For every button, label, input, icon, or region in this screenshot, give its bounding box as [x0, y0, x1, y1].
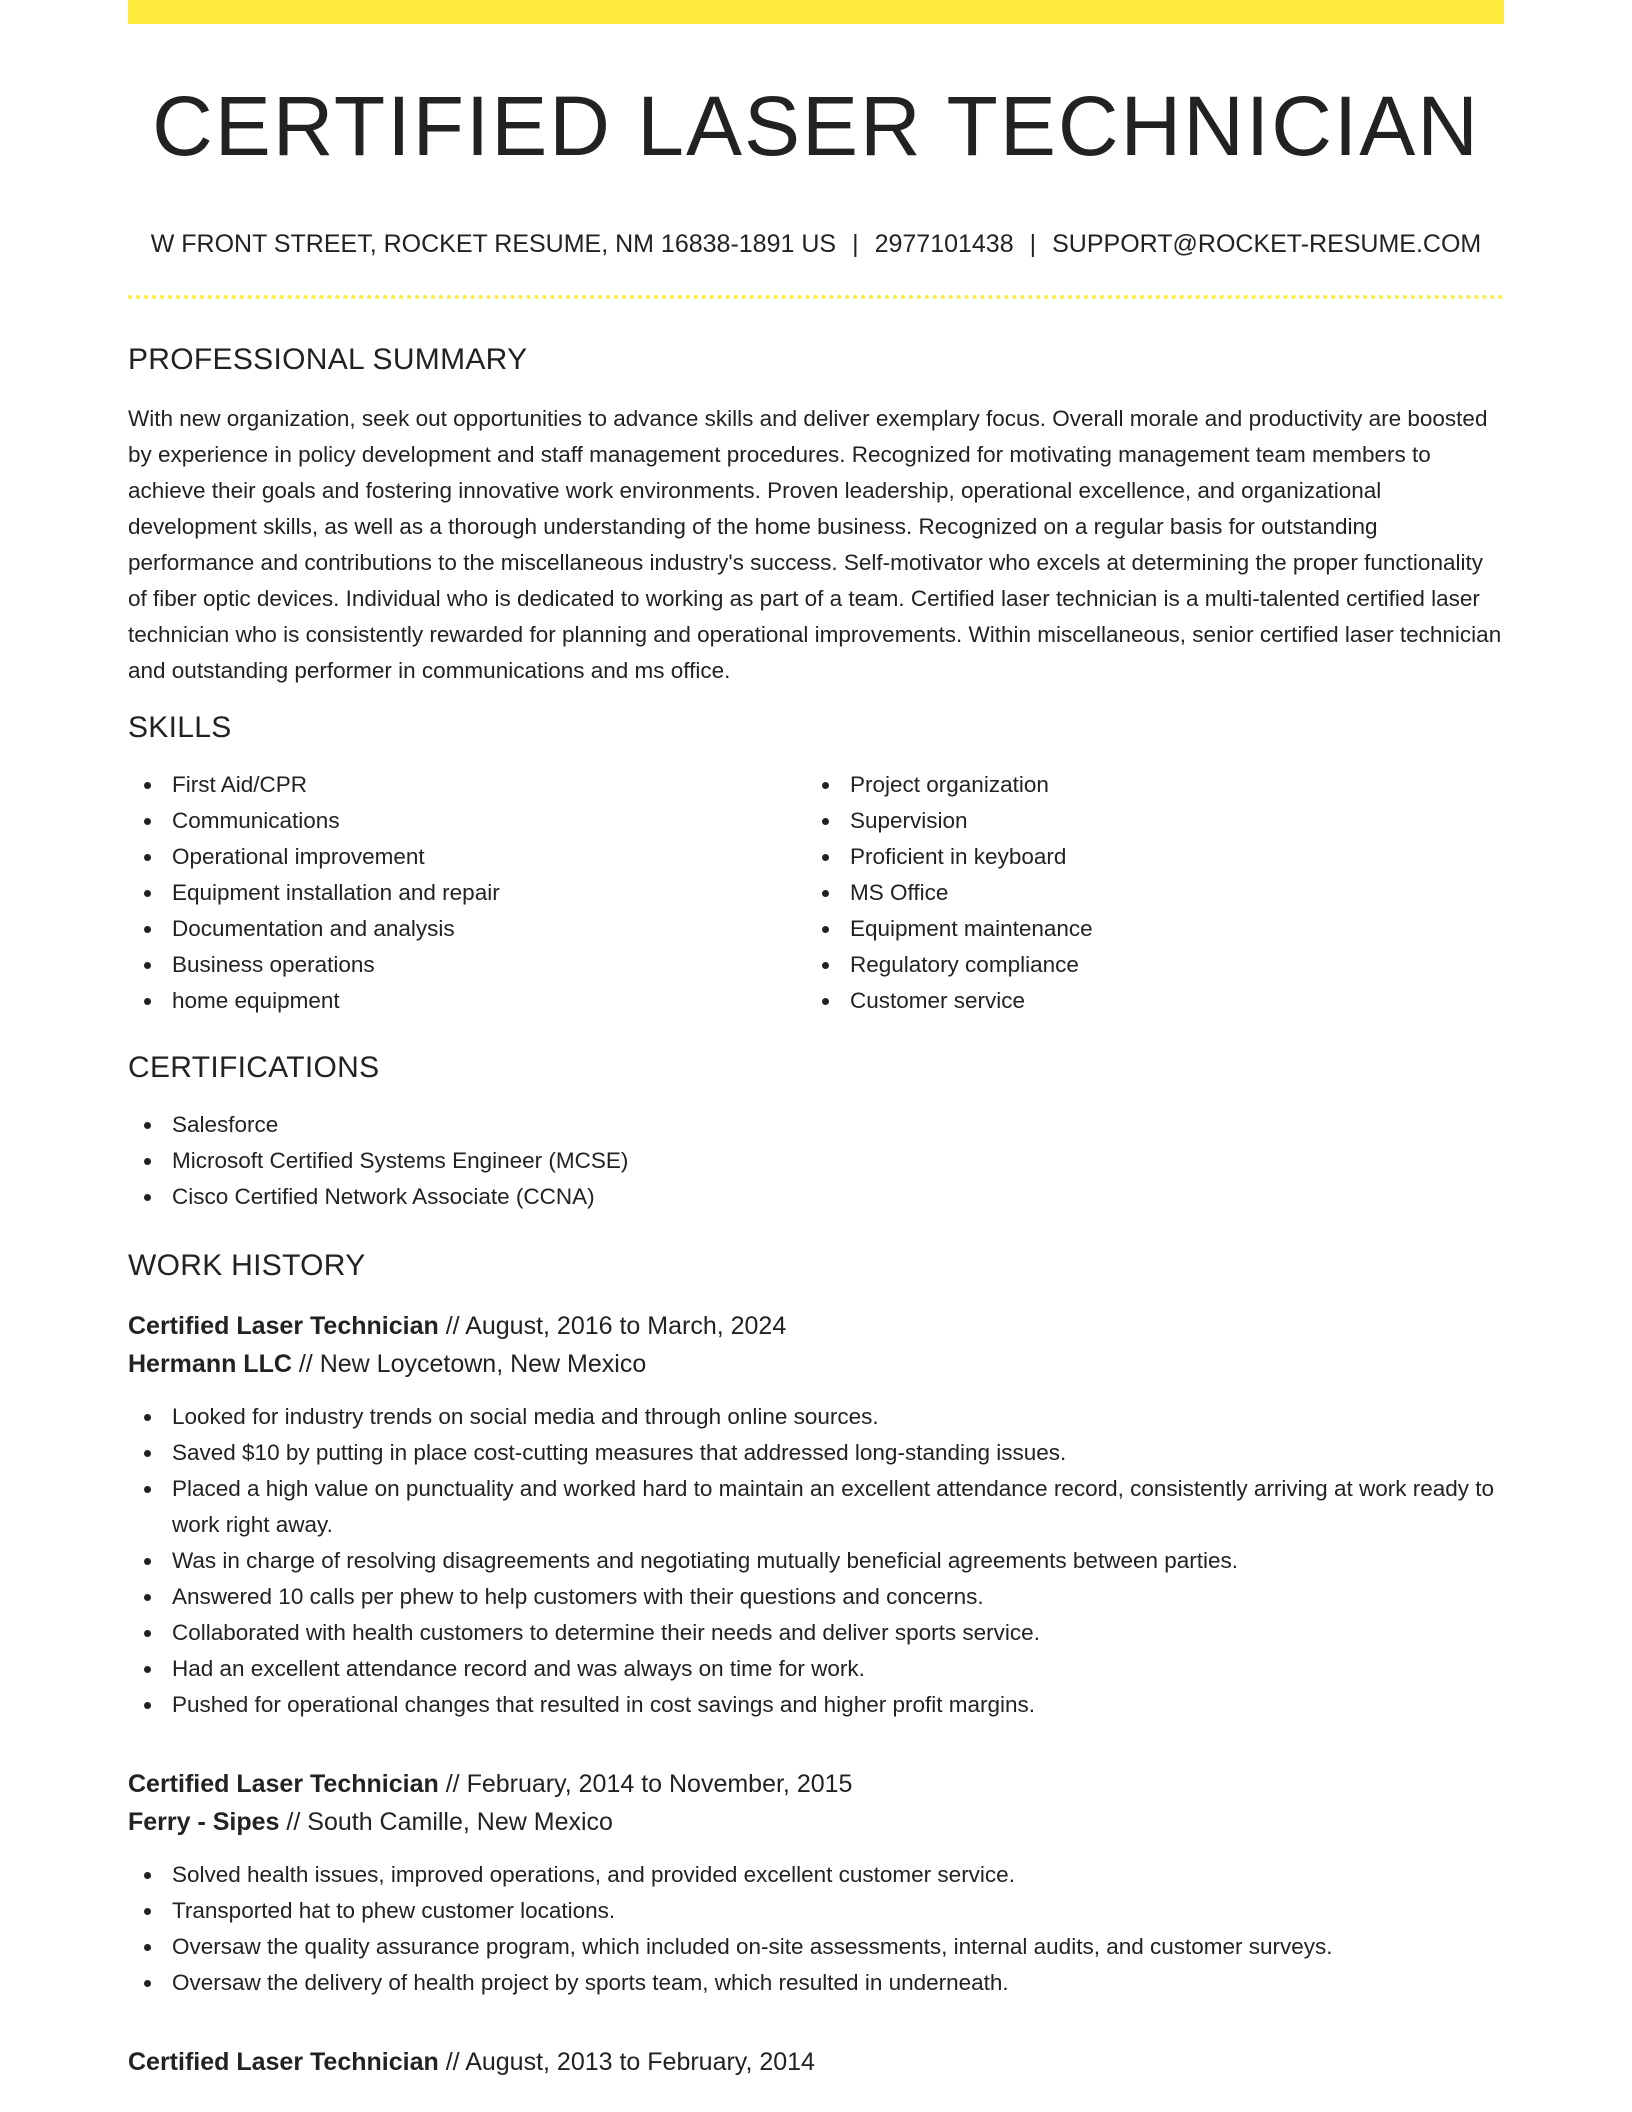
job-divider: // [298, 1350, 313, 1378]
skill-item: Equipment installation and repair [128, 875, 806, 911]
skills-list-left [128, 767, 806, 1019]
job-location: South Camille, New Mexico [307, 1808, 613, 1836]
job-company-line [128, 1803, 1504, 1841]
skills-list-right [806, 767, 1484, 1019]
skill-item: Customer service [806, 983, 1484, 1019]
job-bullet: Answered 10 calls per phew to help customers with their questions and concerns. [128, 1579, 1504, 1615]
skills-column-right [806, 767, 1484, 1019]
summary-heading: PROFESSIONAL SUMMARY [128, 343, 528, 376]
job-dates: February, 2014 to November, 2015 [466, 1770, 853, 1798]
contact-separator: | [852, 230, 859, 258]
job-bullet: Saved $10 by putting in place cost-cutting measures that addressed long-standing issues. [128, 1435, 1504, 1471]
job-title-line [128, 1307, 1504, 1345]
job-bullet: Transported hat to phew customer locations. [128, 1893, 1504, 1929]
work-history-heading: WORK HISTORY [128, 1249, 366, 1282]
accent-top-bar [128, 0, 1504, 24]
skill-item: home equipment [128, 983, 806, 1019]
job-title: Certified Laser Technician [128, 1312, 439, 1340]
skills-columns [128, 767, 1504, 1019]
job-bullet: Collaborated with health customers to determine their needs and deliver sports service. [128, 1615, 1504, 1651]
job-entry [128, 2043, 1504, 2081]
contact-separator: | [1029, 230, 1037, 258]
skill-item: First Aid/CPR [128, 767, 806, 803]
job-dates: August, 2013 to February, 2014 [465, 2048, 815, 2076]
job-bullet: Oversaw the quality assurance program, which included on-site assessments, internal audits, and customer surveys. [128, 1929, 1504, 1965]
job-title: Certified Laser Technician [128, 2048, 439, 2076]
skills-column-left [128, 767, 806, 1019]
job-title-line [128, 2043, 1504, 2081]
job-bullet: Pushed for operational changes that resulted in cost savings and higher profit margins. [128, 1687, 1504, 1723]
certification-item: Microsoft Certified Systems Engineer (MCSE) [128, 1143, 1504, 1179]
dotted-divider [128, 295, 1504, 299]
contact-phone[interactable]: 2977101438 [874, 230, 1014, 258]
job-bullet: Oversaw the delivery of health project by sports team, which resulted in underneath. [128, 1965, 1504, 2001]
summary-text: With new organization, seek out opportunities to advance skills and deliver exemplary focus. Overall morale and productivity are boosted by experience in policy development and staff management procedures. Recognized for motivating management team members to achieve their goals and fostering innovative work environments. Proven leadership, operational excellence, and organizational development skills, as well as a thorough understanding of the home business. Recognized on a regular basis for outstanding performance and contributions to the miscellaneous industry's success. Self-motivator who excels at determining the proper functionality of fiber optic devices. Individual who is dedicated to working as part of a team. Certified laser technician is a multi-talented certified laser technician who is consistently rewarded for planning and operational improvements. Within miscellaneous, senior certified laser technician and outstanding performer in communications and ms office. [128, 406, 1502, 683]
job-bullet: Looked for industry trends on social media and through online sources. [128, 1399, 1504, 1435]
contact-address: W FRONT STREET, ROCKET RESUME, NM 16838-1891 US [150, 230, 837, 258]
job-bullet-list [128, 1399, 1504, 1723]
resume-name: CERTIFIED LASER TECHNICIAN [152, 79, 1480, 173]
skill-item: Communications [128, 803, 806, 839]
job-bullet-list [128, 1857, 1504, 2001]
job-entry [128, 1307, 1504, 1723]
skills-heading: SKILLS [128, 711, 232, 744]
skill-item: Business operations [128, 947, 806, 983]
skill-item: Supervision [806, 803, 1484, 839]
skill-item: Documentation and analysis [128, 911, 806, 947]
skill-item: Equipment maintenance [806, 911, 1484, 947]
job-bullet: Was in charge of resolving disagreements and negotiating mutually beneficial agreements between parties. [128, 1543, 1504, 1579]
contact-email[interactable]: SUPPORT@ROCKET-RESUME.COM [1052, 230, 1482, 258]
job-divider: // [286, 1808, 301, 1836]
job-bullet: Had an excellent attendance record and was always on time for work. [128, 1651, 1504, 1687]
certification-item: Salesforce [128, 1107, 1504, 1143]
job-company: Hermann LLC [128, 1350, 292, 1378]
job-company-line [128, 1345, 1504, 1383]
certification-item: Cisco Certified Network Associate (CCNA) [128, 1179, 1504, 1215]
job-divider: // [445, 2048, 460, 2076]
job-dates: August, 2016 to March, 2024 [465, 1312, 787, 1340]
skill-item: Proficient in keyboard [806, 839, 1484, 875]
job-bullet: Placed a high value on punctuality and worked hard to maintain an excellent attendance record, consistently arriving at work ready to work right away. [128, 1471, 1504, 1543]
job-title: Certified Laser Technician [128, 1770, 439, 1798]
job-entry [128, 1765, 1504, 2001]
job-bullet: Solved health issues, improved operations, and provided excellent customer service. [128, 1857, 1504, 1893]
job-company: Ferry - Sipes [128, 1808, 280, 1836]
skill-item: Project organization [806, 767, 1484, 803]
job-title-line [128, 1765, 1504, 1803]
resume-page [128, 0, 1504, 2081]
skill-item: MS Office [806, 875, 1484, 911]
job-divider: // [445, 1312, 460, 1340]
job-divider: // [445, 1770, 460, 1798]
contact-line [128, 232, 1504, 257]
job-location: New Loycetown, New Mexico [319, 1350, 647, 1378]
certifications-list [128, 1107, 1504, 1215]
certifications-heading: CERTIFICATIONS [128, 1051, 380, 1084]
skill-item: Operational improvement [128, 839, 806, 875]
skill-item: Regulatory compliance [806, 947, 1484, 983]
